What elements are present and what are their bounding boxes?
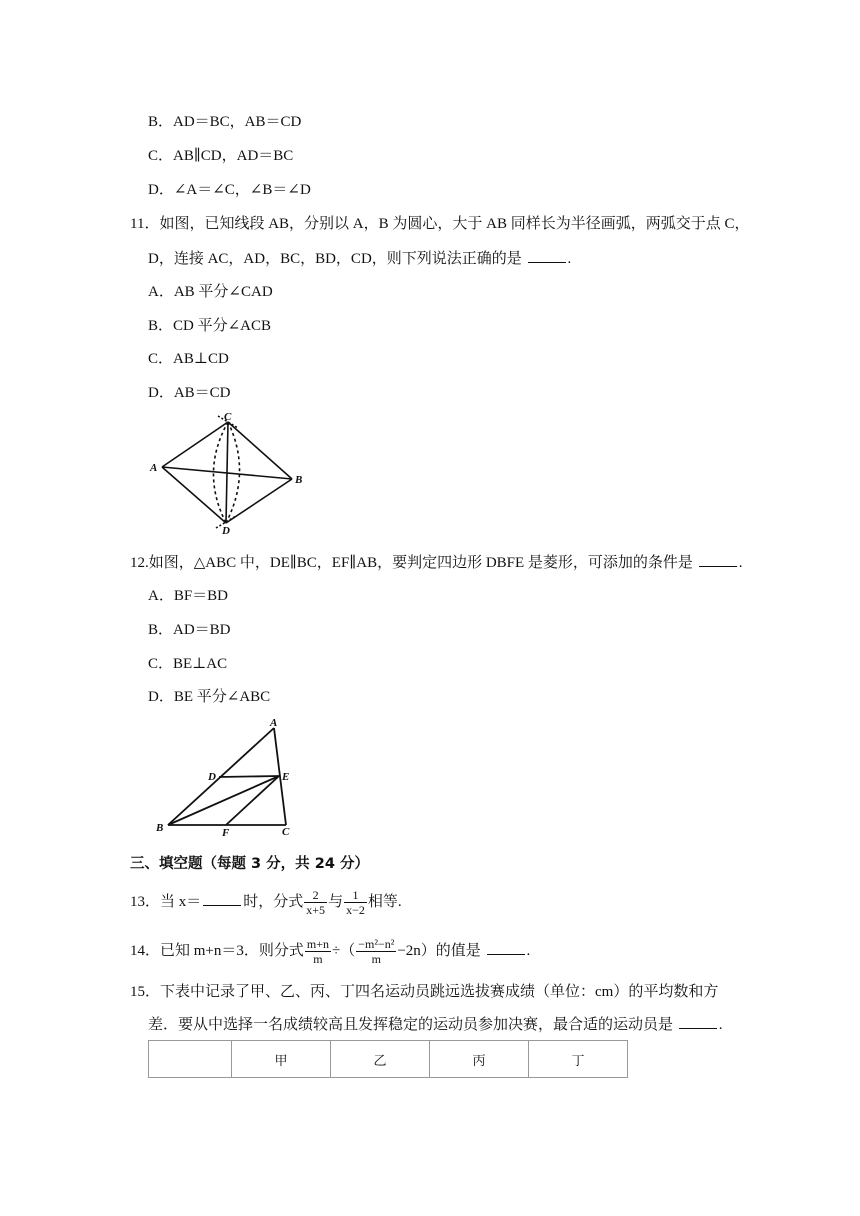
label-c: C — [224, 411, 232, 423]
q12-option-c: C．BE⊥AC — [148, 656, 228, 672]
q11-option-c: C．AB⊥CD — [148, 351, 229, 367]
section-title: 三、填空题（每题 3 分，共 24 分） — [130, 856, 369, 872]
q12-stem-text: 12.如图，△ABC 中，DE∥BC，EF∥AB，要判定四边形 DBFE 是菱形，可添加的条件是 — [130, 555, 693, 571]
q11-option-a: A．AB 平分∠CAD — [148, 284, 273, 300]
fraction-2 — [356, 937, 396, 966]
fraction-numerator: −m²−n² — [358, 937, 395, 952]
label-b: B — [156, 822, 164, 834]
q12-option-d: D．BE 平分∠ABC — [148, 689, 271, 705]
answer-blank — [203, 891, 241, 906]
q13-mid: 时，分式 — [243, 894, 304, 910]
answer-blank — [679, 1014, 717, 1029]
table-header-row — [149, 1041, 628, 1078]
q13-between: 与 — [328, 894, 344, 910]
q13-prefix: 13．当 x＝ — [130, 894, 202, 910]
q13-suffix: 相等. — [367, 894, 402, 910]
q12-stem-line1 — [130, 552, 742, 573]
q15-stem-text: 差．要从中选择一名成绩较高且发挥稳定的运动员参加决赛，最合适的运动员是 — [148, 1017, 674, 1033]
q14-op: ÷（ — [332, 943, 356, 959]
label-c: C — [282, 826, 290, 838]
answer-blank — [487, 940, 525, 955]
fraction-numerator: 1 — [344, 888, 367, 903]
fraction-1 — [305, 937, 331, 966]
q13-stem — [130, 886, 402, 918]
fraction-2 — [344, 888, 367, 917]
q10-option-c: C．AB∥CD，AD＝BC — [148, 148, 294, 164]
q14-tail: −2n）的值是 — [397, 943, 481, 959]
q15-stem-line1: 15．下表中记录了甲、乙、丙、丁四名运动员跳远选拔赛成绩（单位：cm）的平均数和方 — [130, 984, 719, 1000]
table-header-cell: 乙 — [331, 1041, 430, 1078]
answer-blank — [699, 552, 737, 567]
q14-prefix: 14．已知 m+n＝3．则分式 — [130, 943, 304, 959]
label-a: A — [270, 717, 278, 729]
label-d: D — [208, 771, 216, 783]
table-header-cell — [149, 1041, 232, 1078]
fraction-numerator: 2 — [304, 888, 327, 903]
fraction-1 — [304, 888, 327, 917]
answer-blank — [528, 248, 566, 263]
q10-option-b: B．AD＝BC，AB＝CD — [148, 114, 302, 130]
fraction-denominator: x−2 — [346, 903, 365, 918]
q14-stem — [130, 935, 530, 967]
q12-option-b: B．AD＝BD — [148, 622, 231, 638]
q11-figure — [148, 410, 308, 537]
q15-end: . — [718, 1017, 723, 1033]
table-header-cell: 甲 — [232, 1041, 331, 1078]
q10-option-d: D．∠A＝∠C，∠B＝∠D — [148, 182, 311, 198]
q15-stem-line2 — [148, 1014, 723, 1035]
q11-stem-line1: 11．如图，已知线段 AB，分别以 A，B 为圆心，大于 AB 同样长为半径画弧，两弧交于点 C， — [130, 216, 750, 232]
q12-figure — [148, 718, 308, 840]
q11-end: . — [567, 251, 572, 267]
fraction-denominator: x+5 — [306, 903, 326, 918]
label-e: E — [282, 771, 290, 783]
table-header-cell: 丙 — [430, 1041, 529, 1078]
athlete-table — [148, 1040, 628, 1078]
label-b: B — [295, 474, 303, 486]
label-a: A — [150, 462, 158, 474]
q12-option-a: A．BF＝BD — [148, 588, 229, 604]
q11-option-b: B．CD 平分∠ACB — [148, 318, 272, 334]
label-d: D — [222, 525, 230, 537]
q11-option-d: D．AB＝CD — [148, 385, 231, 401]
fraction-denominator: m — [371, 952, 381, 967]
table-header-cell: 丁 — [529, 1041, 628, 1078]
q12-end: . — [738, 555, 743, 571]
q11-stem-text: D，连接 AC，AD，BC，BD，CD，则下列说法正确的是 — [148, 251, 522, 267]
q11-stem-line2 — [148, 248, 571, 269]
fraction-numerator: m+n — [306, 937, 329, 952]
q14-end: . — [526, 943, 531, 959]
fraction-denominator: m — [313, 952, 323, 967]
label-f: F — [222, 827, 230, 839]
